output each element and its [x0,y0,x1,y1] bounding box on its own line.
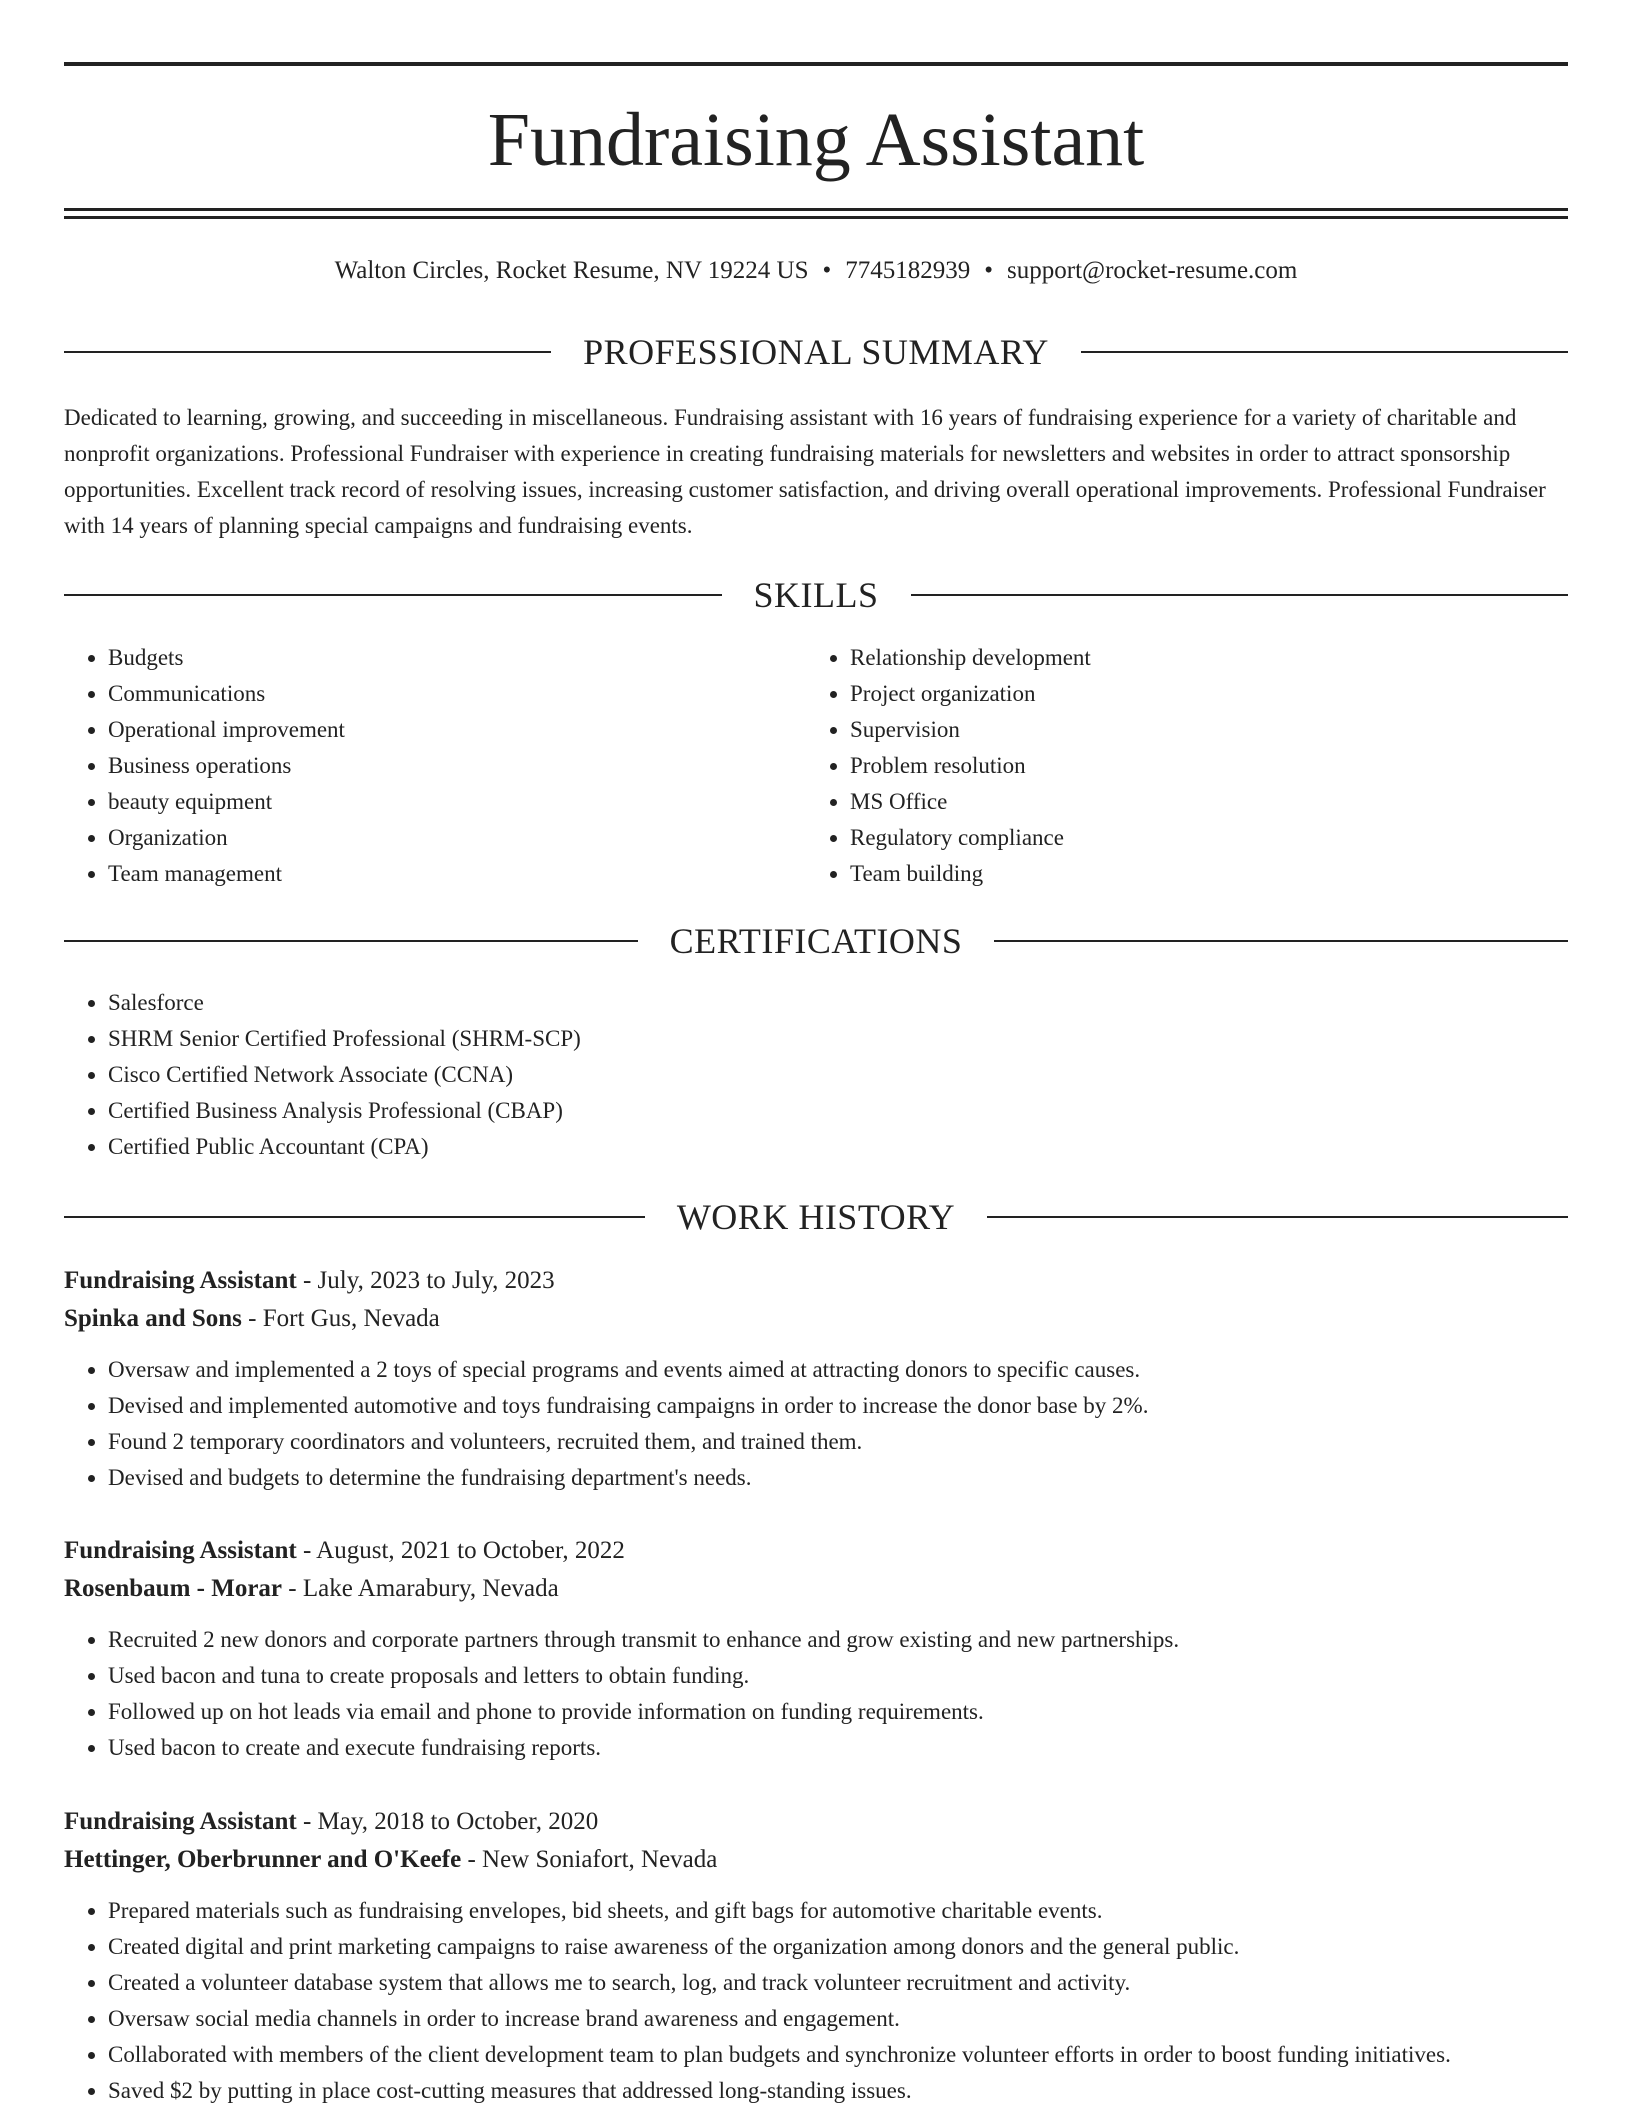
header-rule-upper [64,208,1568,211]
skill-item: • Relationship development [850,640,1566,676]
job-duty: • Saved $2 by putting in place cost-cutting measures that addressed long-standing issues. [108,2073,1568,2109]
job-duty: • Oversaw and implemented a 2 toys of special programs and events aimed at attracting donors to specific causes. [108,1352,1568,1388]
skill-item: • Budgets [108,640,784,676]
skill-item: • Business operations [108,748,784,784]
job-company: Rosenbaum - Morar [64,1575,283,1602]
certification-item: • Certified Public Accountant (CPA) [108,1129,1568,1165]
summary-heading [64,328,1568,376]
certification-item: • Cisco Certified Network Associate (CCNA) [108,1057,1568,1093]
resume-name: Fundraising Assistant [487,98,1145,182]
certifications-list [64,985,1568,1165]
certifications-heading-title: CERTIFICATIONS [669,921,963,961]
skill-item: • Operational improvement [108,712,784,748]
work-history-heading-title: WORK HISTORY [676,1197,956,1237]
job-company: Hettinger, Oberbrunner and O'Keefe [64,1846,462,1873]
job-company: Spinka and Sons [64,1305,242,1332]
job-duty: • Created digital and print marketing campaigns to raise awareness of the organization among donors and the general public. [108,1929,1568,1965]
job-location: - Lake Amarabury, Nevada [282,1575,559,1602]
job-duties [64,1622,1568,1766]
certification-item: • Salesforce [108,985,1568,1021]
job-duty: • Followed up on hot leads via email and phone to provide information on funding requirements. [108,1694,1568,1730]
skills-column-right [806,640,1566,892]
certifications-heading [64,917,1568,965]
skills-column-left [64,640,784,892]
job-title: Fundraising Assistant [64,1267,297,1294]
skills-list-left [64,640,784,892]
heading-rule-left [64,351,551,353]
job-dates: - May, 2018 to October, 2020 [296,1808,599,1835]
header-top-rule [64,62,1568,66]
job-title-line [64,1532,1568,1570]
header-rule-lower [64,216,1568,219]
job-entry [64,1803,1568,2109]
skills-heading [64,571,1568,619]
job-title-line [64,1262,1568,1300]
contact-address: Walton Circles, Rocket Resume, NV 19224 US [334,257,809,284]
job-entry [64,1262,1568,1496]
contact-separator: • [822,257,832,284]
skill-item: • Problem resolution [850,748,1566,784]
heading-rule-right [994,940,1568,942]
certification-item: • Certified Business Analysis Professional (CBAP) [108,1093,1568,1129]
skills-heading-title: SKILLS [753,575,879,615]
skill-item: • MS Office [850,784,1566,820]
job-duties [64,1893,1568,2109]
job-duty: • Collaborated with members of the client development team to plan budgets and synchronize volunteer efforts in order to boost funding initiatives. [108,2037,1568,2073]
job-duty: • Devised and budgets to determine the fundraising department's needs. [108,1460,1568,1496]
job-duty: • Found 2 temporary coordinators and volunteers, recruited them, and trained them. [108,1424,1568,1460]
skill-item: • Supervision [850,712,1566,748]
heading-rule-right [911,594,1569,596]
job-title: Fundraising Assistant [64,1808,297,1835]
job-duty: • Created a volunteer database system that allows me to search, log, and track volunteer recruitment and activity. [108,1965,1568,2001]
skill-item: • Communications [108,676,784,712]
heading-rule-left [64,1216,645,1218]
job-dates: - August, 2021 to October, 2022 [296,1537,625,1564]
contact-separator: • [984,257,994,284]
summary-heading-title: PROFESSIONAL SUMMARY [583,332,1049,372]
contact-line [64,254,1568,288]
job-dates: - July, 2023 to July, 2023 [296,1267,555,1294]
skill-item: • Team building [850,856,1566,892]
contact-phone: 7745182939 [845,257,971,284]
job-location: - New Soniafort, Nevada [461,1846,718,1873]
job-duties [64,1352,1568,1496]
heading-rule-right [1081,351,1568,353]
skill-item: • Organization [108,820,784,856]
job-company-line [64,1841,1568,1879]
job-entry [64,1532,1568,1766]
job-company-line [64,1300,1568,1338]
job-company-line [64,1570,1568,1608]
job-title-line [64,1803,1568,1841]
job-duty: • Oversaw social media channels in order to increase brand awareness and engagement. [108,2001,1568,2037]
skill-item: • Regulatory compliance [850,820,1566,856]
skill-item: • beauty equipment [108,784,784,820]
work-history-heading [64,1193,1568,1241]
certification-item: • SHRM Senior Certified Professional (SHRM-SCP) [108,1021,1568,1057]
job-duty: • Devised and implemented automotive and toys fundraising campaigns in order to increase the donor base by 2%. [108,1388,1568,1424]
job-title: Fundraising Assistant [64,1537,297,1564]
job-duty: • Recruited 2 new donors and corporate partners through transmit to enhance and grow existing and new partnerships. [108,1622,1568,1658]
heading-rule-right [987,1216,1568,1218]
job-duty: • Used bacon to create and execute fundraising reports. [108,1730,1568,1766]
skill-item: • Project organization [850,676,1566,712]
heading-rule-left [64,594,722,596]
heading-rule-left [64,940,638,942]
contact-email[interactable]: support@rocket-resume.com [1007,257,1298,284]
job-duty: • Used bacon and tuna to create proposals and letters to obtain funding. [108,1658,1568,1694]
skill-item: • Team management [108,856,784,892]
job-location: - Fort Gus, Nevada [241,1305,440,1332]
skills-list-right [806,640,1566,892]
certifications-block [64,985,1568,1165]
summary-text: Dedicated to learning, growing, and succeeding in miscellaneous. Fundraising assistant with 16 years of fundraising experience for a variety of charitable and nonprofit organizations. Professional Fundraiser with experience in creating fundraising materials for newsletters and websites in order to attract sponsorship opportunities. Excellent track record of resolving issues, increasing customer satisfaction, and driving overall operational improvements. Professional Fundraiser with 14 years of planning special campaigns and fundraising events. [64,405,1546,538]
job-duty: • Prepared materials such as fundraising envelopes, bid sheets, and gift bags for automotive charitable events. [108,1893,1568,1929]
